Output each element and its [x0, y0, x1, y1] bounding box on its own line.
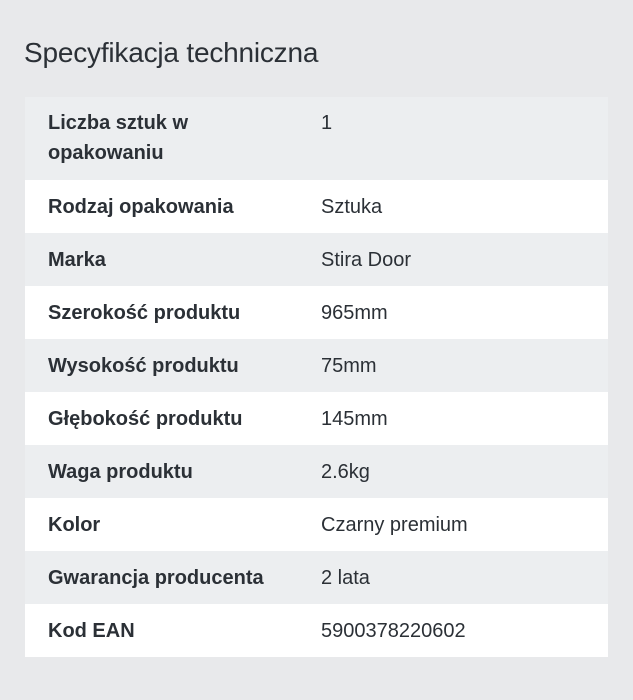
- spec-label: Waga produktu: [48, 460, 193, 483]
- spec-row-weight: [25, 445, 608, 498]
- spec-row-packaging-type: [25, 180, 608, 233]
- spec-value: 2 lata: [321, 566, 370, 589]
- section-title: Specyfikacja techniczna: [24, 37, 319, 68]
- spec-value: 5900378220602: [321, 619, 466, 642]
- spec-label: Marka: [48, 248, 106, 271]
- spec-value: 2.6kg: [321, 460, 370, 483]
- spec-table: [25, 97, 608, 657]
- spec-label: Rodzaj opakowania: [48, 195, 234, 218]
- spec-row-warranty: [25, 551, 608, 604]
- spec-value: Stira Door: [321, 248, 412, 271]
- spec-row-color: [25, 498, 608, 551]
- spec-row-width: [25, 286, 608, 339]
- spec-label: Kod EAN: [48, 619, 135, 642]
- spec-label: Szerokość produktu: [48, 301, 241, 324]
- spec-row-brand: [25, 233, 608, 286]
- spec-row-depth: [25, 392, 608, 445]
- spec-label: Wysokość produktu: [48, 354, 239, 377]
- spec-label: Gwarancja producenta: [48, 566, 264, 589]
- spec-value: Sztuka: [321, 195, 383, 218]
- spec-label: Kolor: [48, 513, 101, 536]
- spec-label: Liczba sztuk w opakowaniu: [48, 112, 189, 164]
- spec-value: 965mm: [321, 301, 388, 324]
- spec-row-ean: [25, 604, 608, 657]
- spec-row-height: [25, 339, 608, 392]
- spec-value: 75mm: [321, 354, 377, 377]
- spec-value: Czarny premium: [321, 513, 468, 536]
- spec-label: Głębokość produktu: [48, 407, 243, 430]
- spec-value: 145mm: [321, 407, 388, 430]
- spec-row-quantity: [25, 97, 608, 180]
- spec-value: 1: [321, 112, 333, 134]
